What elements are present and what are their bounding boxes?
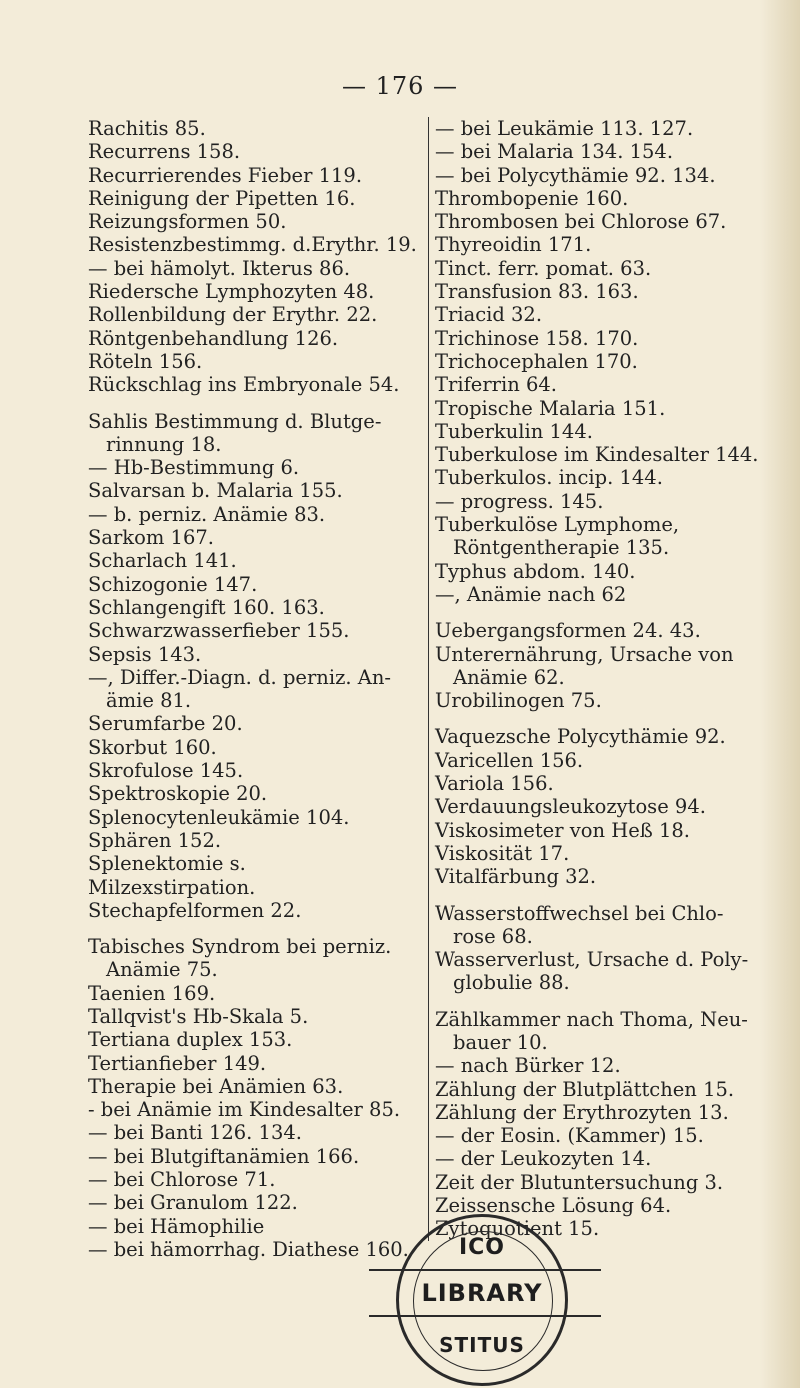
index-entry: Uebergangsformen 24. 43. <box>435 619 701 643</box>
index-entry: — bei Banti 126. 134. <box>88 1121 302 1145</box>
index-entry: Zählkammer nach Thoma, Neu- <box>435 1007 748 1031</box>
index-entry: Triferrin 64. <box>435 373 557 397</box>
index-entry: Triacid 32. <box>435 303 543 327</box>
index-entry: Riedersche Lymphozyten 48. <box>88 280 375 304</box>
index-entry-continuation: Anämie 75. <box>106 958 218 982</box>
index-entry: Trichinose 158. 170. <box>435 326 639 350</box>
index-entry: Variola 156. <box>435 772 554 796</box>
index-entry: Tertiana duplex 153. <box>88 1028 293 1052</box>
index-entry-continuation: bauer 10. <box>453 1030 548 1054</box>
index-entry-continuation: rinnung 18. <box>106 432 222 456</box>
index-entry: Varicellen 156. <box>435 748 584 772</box>
index-entry: — bei Malaria 134. 154. <box>435 140 674 164</box>
index-entry: Salvarsan b. Malaria 155. <box>88 479 343 503</box>
index-entry: Thrombopenie 160. <box>435 186 629 210</box>
library-stamp <box>396 1214 568 1386</box>
section-gap <box>435 995 775 1008</box>
index-entry: — bei hämorrhag. Diathese 160. <box>88 1237 409 1261</box>
index-entry: Serumfarbe 20. <box>88 712 243 736</box>
index-entry: Thyreoidin 171. <box>435 233 592 257</box>
index-entry: — nach Bürker 12. <box>435 1054 621 1078</box>
library-stamp-bottom-text: STITUS <box>439 1333 525 1357</box>
index-entry: Zählung der Erythrozyten 13. <box>435 1100 729 1124</box>
index-entry: Sphären 152. <box>88 828 222 852</box>
index-entry: Rückschlag ins Embryonale 54. <box>88 373 400 397</box>
index-entry: Tabisches Syndrom bei perniz. <box>88 935 392 959</box>
index-entry: Tuberkulöse Lymphome, <box>435 513 680 537</box>
index-entry: Therapie bei Anämien 63. <box>88 1074 344 1098</box>
index-entry: Thrombosen bei Chlorose 67. <box>435 210 727 234</box>
index-entry: Skrofulose 145. <box>88 759 244 783</box>
index-entry: — der Leukozyten 14. <box>435 1147 652 1171</box>
index-entry: —, Differ.-Diagn. d. perniz. An- <box>88 665 391 689</box>
section-gap <box>435 606 775 619</box>
index-entry: Röntgenbehandlung 126. <box>88 326 339 350</box>
index-entry: — bei Polycythämie 92. 134. <box>435 163 716 187</box>
section-gap <box>88 397 418 410</box>
index-entry: Stechapfelformen 22. <box>88 898 302 922</box>
index-entry: Tuberkulin 144. <box>435 419 593 443</box>
index-entry-continuation: ämie 81. <box>106 689 192 713</box>
index-entry: Sahlis Bestimmung d. Blutge- <box>88 409 382 433</box>
index-entry: Sarkom 167. <box>88 526 214 550</box>
index-entry: —, Anämie nach 62 <box>435 582 627 606</box>
index-entry: Recurrierendes Fieber 119. <box>88 163 363 187</box>
index-entry: — bei Hämophilie <box>88 1214 265 1238</box>
index-entry: Splenektomie s. Milzexstirpation. <box>88 852 256 899</box>
index-entry: Splenocytenleukämie 104. <box>88 805 350 829</box>
index-entry: Schlangengift 160. 163. <box>88 595 325 619</box>
index-entry-continuation: Röntgentherapie 135. <box>453 536 670 560</box>
index-entry: — bei Chlorose 71. <box>88 1168 276 1192</box>
index-entry: Tuberkulose im Kindesalter 144. <box>435 443 759 467</box>
index-entry: Zeissensche Lösung 64. <box>435 1194 672 1218</box>
index-entry-continuation: rose 68. <box>453 924 533 948</box>
index-column-right <box>428 117 775 1241</box>
index-entry: Wasserstoffwechsel bei Chlo- <box>435 901 724 925</box>
index-entry: — bei hämolyt. Ikterus 86. <box>88 256 351 280</box>
index-entry: Zählung der Blutplättchen 15. <box>435 1077 735 1101</box>
index-entry: Tinct. ferr. pomat. 63. <box>435 256 652 280</box>
section-gap <box>88 922 418 935</box>
index-entry: — b. perniz. Anämie 83. <box>88 502 326 526</box>
index-entry: Skorbut 160. <box>88 735 217 759</box>
index-entry: Zytoquotient 15. <box>435 1217 600 1241</box>
index-entry: — bei Blutgiftanämien 166. <box>88 1144 360 1168</box>
index-entry: Unterernährung, Ursache von <box>435 642 734 666</box>
index-entry: Vitalfärbung 32. <box>435 865 597 889</box>
index-entry: Recurrens 158. <box>88 140 241 164</box>
index-entry: — bei Granulom 122. <box>88 1191 298 1215</box>
section-gap <box>435 712 775 725</box>
index-entry-continuation: Anämie 62. <box>453 665 565 689</box>
index-entry: Tallqvist's Hb-Skala 5. <box>88 1004 309 1028</box>
index-entry: Reizungsformen 50. <box>88 210 287 234</box>
index-entry: Wasserverlust, Ursache d. Poly- <box>435 948 749 972</box>
index-entry-continuation: globulie 88. <box>453 971 570 995</box>
index-entry: Viskosimeter von Heß 18. <box>435 818 691 842</box>
index-entry: — der Eosin. (Kammer) 15. <box>435 1124 704 1148</box>
index-entry: Tropische Malaria 151. <box>435 396 666 420</box>
index-entry: - bei Anämie im Kindesalter 85. <box>88 1098 401 1122</box>
index-entry: Rollenbildung der Erythr. 22. <box>88 303 378 327</box>
index-entry: Sepsis 143. <box>88 642 202 666</box>
page-number: — 176 — <box>341 72 459 100</box>
library-stamp-top-text: ICO <box>458 1235 506 1260</box>
index-entry: Transfusion 83. 163. <box>435 280 639 304</box>
index-entry: Spektroskopie 20. <box>88 782 268 806</box>
index-entry: Tuberkulos. incip. 144. <box>435 466 663 490</box>
index-entry: — bei Leukämie 113. 127. <box>435 117 694 140</box>
index-entry: Taenien 169. <box>88 981 216 1005</box>
library-stamp-middle-text: LIBRARY <box>421 1279 543 1307</box>
index-entry: Typhus abdom. 140. <box>435 559 636 583</box>
index-entry: Zeit der Blutuntersuchung 3. <box>435 1170 724 1194</box>
index-entry: Röteln 156. <box>88 349 203 373</box>
index-entry: Rachitis 85. <box>88 117 206 140</box>
index-entry: Urobilinogen 75. <box>435 689 602 713</box>
index-entry: Vaquezsche Polycythämie 92. <box>435 725 726 749</box>
index-column-left <box>88 117 418 1261</box>
index-entry: Trichocephalen 170. <box>435 349 638 373</box>
index-entry: — progress. 145. <box>435 489 604 513</box>
index-entry: Resistenzbestimmg. d.Erythr. 19. <box>88 233 417 257</box>
index-entry: Viskosität 17. <box>435 841 570 865</box>
index-entry: Verdauungsleukozytose 94. <box>435 795 706 819</box>
index-entry: Schwarzwasserfieber 155. <box>88 619 350 643</box>
section-gap <box>435 889 775 902</box>
index-entry: Schizogonie 147. <box>88 572 258 596</box>
index-entry: Tertianfieber 149. <box>88 1051 267 1075</box>
index-entry: Reinigung der Pipetten 16. <box>88 186 356 210</box>
index-entry: Scharlach 141. <box>88 549 237 573</box>
index-entry: — Hb-Bestimmung 6. <box>88 456 300 480</box>
